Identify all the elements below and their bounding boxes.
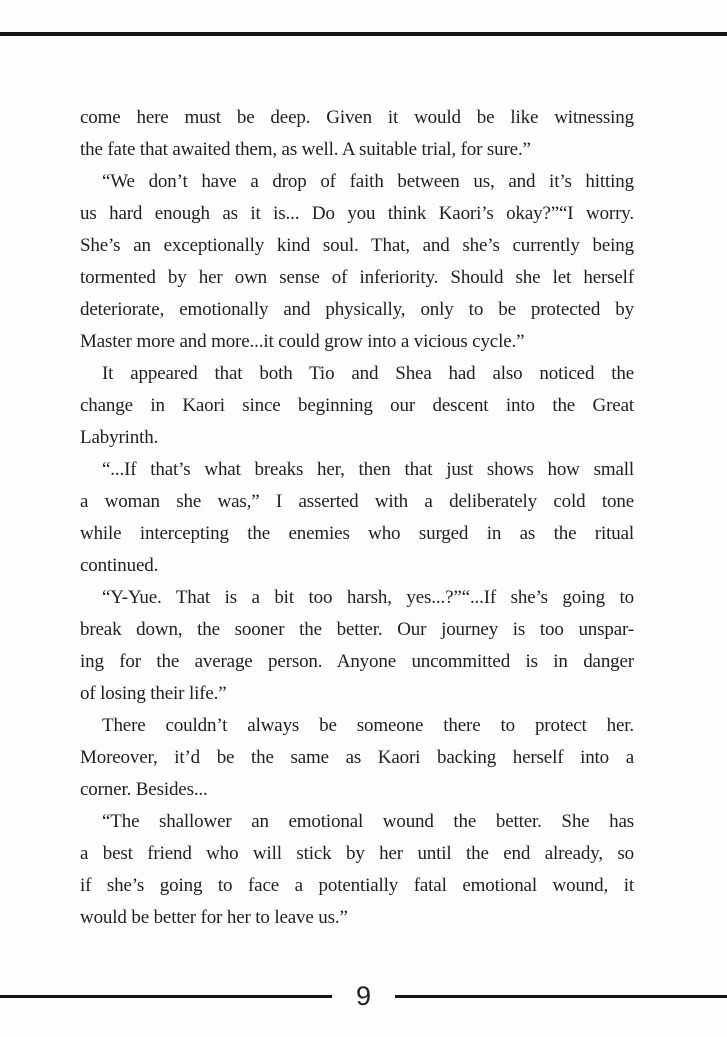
text-line: if she’s going to face a potentially fatal emotional wound, it [80, 875, 634, 896]
page-text [80, 102, 634, 934]
text-line: Moreover, it’d be the same as Kaori backing herself into a [80, 747, 634, 768]
text-line: “We don’t have a drop of faith between us, and it’s hitting [102, 171, 634, 192]
text-line: of losing their life.” [80, 683, 227, 704]
text-line: “The shallower an emotional wound the better. She has [102, 811, 634, 832]
text-line: Labyrinth. [80, 427, 159, 448]
paragraph [80, 582, 634, 710]
paragraph [80, 102, 634, 166]
text-line: tormented by her own sense of inferiority. Should she let herself [80, 267, 634, 288]
text-line: the fate that awaited them, as well. A suitable trial, for sure.” [80, 139, 531, 160]
text-line: change in Kaori since beginning our descent into the Great [80, 395, 634, 416]
paragraph [80, 454, 634, 582]
text-line: a best friend who will stick by her until the end already, so [80, 843, 634, 864]
text-line: deteriorate, emotionally and physically, only to be protected by [80, 299, 634, 320]
text-line: come here must be deep. Given it would be like witnessing [80, 107, 634, 128]
text-line: It appeared that both Tio and Shea had also noticed the [102, 363, 634, 384]
text-line: while intercepting the enemies who surged in as the ritual [80, 523, 634, 544]
text-line: She’s an exceptionally kind soul. That, and she’s currently being [80, 235, 634, 256]
text-line: There couldn’t always be someone there to protect her. [102, 715, 634, 736]
footer-rule-right [395, 995, 727, 998]
text-line: ing for the average person. Anyone uncommitted is in danger [80, 651, 634, 672]
paragraph [80, 710, 634, 806]
text-line: “Y-Yue. That is a bit too harsh, yes...?”“...If she’s going to [102, 587, 634, 608]
paragraph [80, 806, 634, 934]
text-line: us hard enough as it is... Do you think Kaori’s okay?”“I worry. [80, 203, 634, 224]
paragraph [80, 358, 634, 454]
text-line: would be better for her to leave us.” [80, 907, 348, 928]
page-number: 9 [355, 981, 372, 1011]
footer-rule-left [0, 995, 332, 998]
text-line: “...If that’s what breaks her, then that just shows how small [102, 459, 634, 480]
text-line: continued. [80, 555, 159, 576]
page-footer [0, 981, 727, 1011]
text-line: corner. Besides... [80, 779, 208, 800]
paragraph [80, 166, 634, 358]
text-line: Master more and more...it could grow into a vicious cycle.” [80, 331, 525, 352]
text-line: break down, the sooner the better. Our journey is too unspar- [80, 619, 634, 640]
text-line: a woman she was,” I asserted with a deliberately cold tone [80, 491, 634, 512]
top-border-rule [0, 32, 727, 36]
